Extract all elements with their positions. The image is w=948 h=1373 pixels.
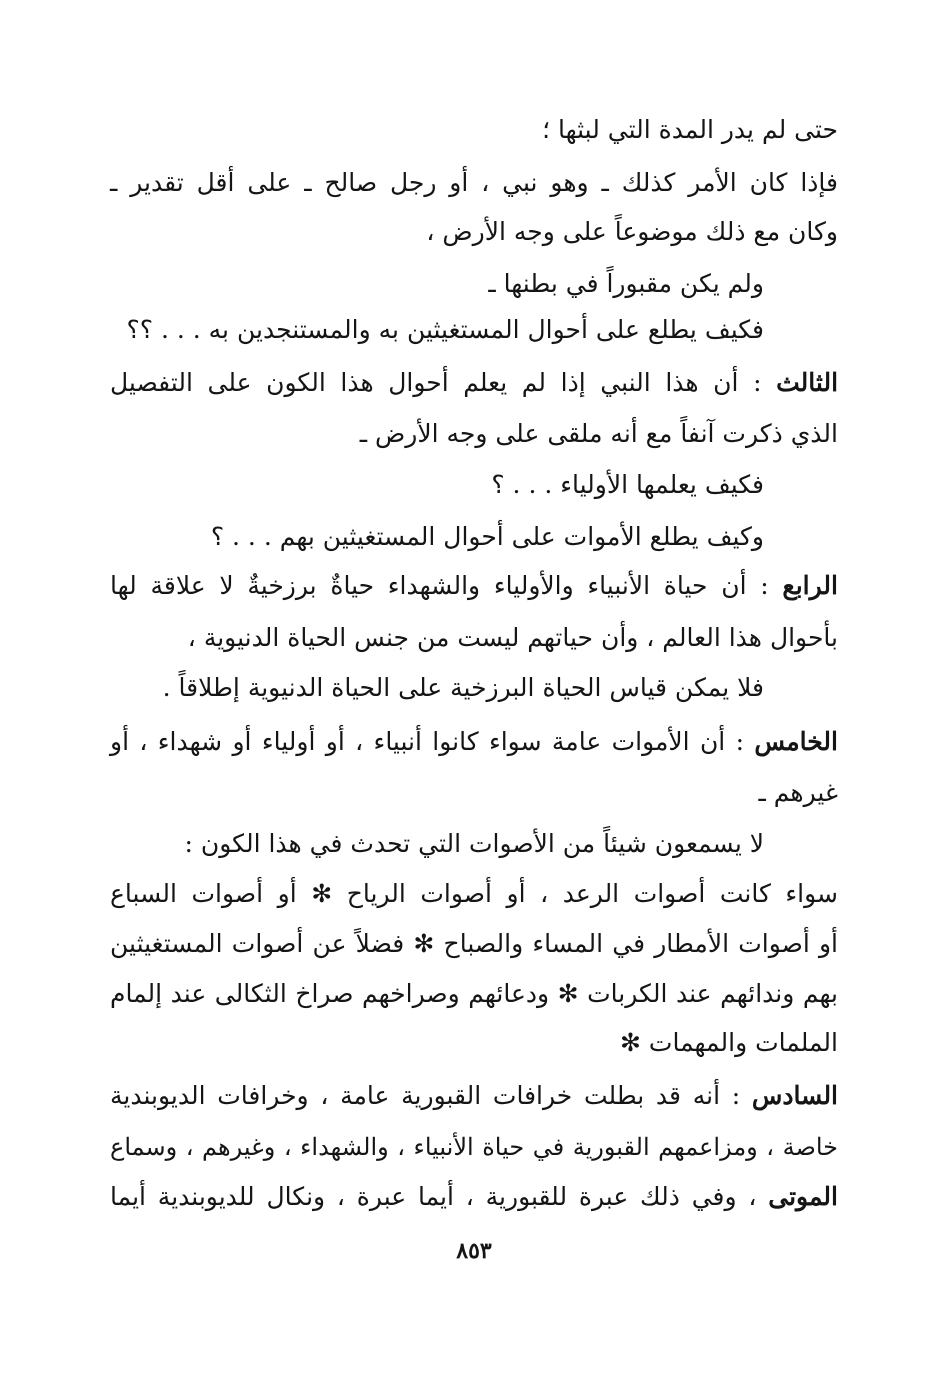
text-line	[110, 876, 838, 912]
line-text: وكان مع ذلك موضوعاً على وجه الأرض ،	[426, 217, 838, 246]
text-line	[163, 670, 764, 706]
page-number: ٨٥٣	[456, 1238, 492, 1264]
section-label: الخامس	[754, 727, 838, 756]
text-line	[620, 1025, 838, 1061]
line-text: سواء كانت أصوات الرعد ، أو أصوات الرياح ✻ أو أصوات السباع	[110, 879, 838, 908]
text-line	[426, 214, 838, 250]
text-line	[110, 165, 838, 201]
line-text: : أنه قد بطلت خرافات القبورية عامة ، وخرافات الديوبندية	[110, 1081, 741, 1110]
line-text: بأحوال هذا العالم ، وأن حياتهم ليست من جنس الحياة الدنيوية ،	[187, 623, 838, 652]
text-line	[188, 620, 838, 656]
text-line	[126, 312, 764, 348]
text-line	[758, 775, 838, 811]
line-text: فلا يمكن قياس الحياة البرزخية على الحياة الدنيوية إطلاقاً .	[162, 673, 764, 702]
line-text: فإذا كان الأمر كذلك ـ وهو نبي ، أو رجل صالح ـ على أقل تقدير ـ	[110, 168, 838, 197]
line-text: غيرهم ـ	[758, 778, 838, 807]
text-line	[110, 1179, 838, 1215]
line-text: الذي ذكرت آنفاً مع أنه ملقى على وجه الأرض ـ	[359, 419, 838, 448]
text-line	[542, 112, 838, 148]
line-text: : أن هذا النبي إذا لم يعلم أحوال هذا الكون على التفصيل	[110, 368, 762, 397]
section-label: السادس	[751, 1081, 839, 1110]
text-line	[211, 519, 764, 555]
section-label: الرابع	[782, 571, 838, 600]
section-label: الثالث	[776, 368, 839, 397]
line-text: وكيف يطلع الأموات على أحوال المستغيثين بهم . . . ؟	[210, 522, 764, 551]
text-line	[110, 1129, 838, 1165]
text-line	[491, 467, 764, 503]
line-text: فكيف يطلع على أحوال المستغيثين به والمستنجدين به . . . ؟؟	[126, 315, 764, 344]
line-text: أو أصوات الأمطار في المساء والصباح ✻ فضلاً عن أصوات المستغيثين	[110, 929, 838, 958]
section-label: الموتى	[768, 1182, 838, 1211]
text-line	[110, 724, 838, 760]
line-text: : أن حياة الأنبياء والأولياء والشهداء حياةٌ برزخيةٌ لا علاقة لها	[110, 571, 769, 600]
line-text: الملمات والمهمات ✻	[620, 1028, 838, 1057]
line-text: فكيف يعلمها الأولياء . . . ؟	[491, 470, 764, 499]
line-text: خاصة ، ومزاعمهم القبورية في حياة الأنبياء ، والشهداء ، وغيرهم ، وسماع	[110, 1133, 838, 1161]
line-text: لا يسمعون شيئاً من الأصوات التي تحدث في هذا الكون :	[184, 829, 764, 858]
line-text: بهم وندائهم عند الكربات ✻ ودعائهم وصراخهم صراخ الثكالى عند إلمام	[110, 979, 838, 1008]
text-line	[488, 266, 764, 302]
text-line	[110, 568, 838, 604]
text-line	[110, 926, 838, 962]
text-line	[185, 826, 764, 862]
line-text: ولم يكن مقبوراً في بطنها ـ	[488, 269, 764, 298]
text-line	[360, 416, 838, 452]
text-line	[110, 1078, 838, 1114]
line-text: ، وفي ذلك عبرة للقبورية ، أيما عبرة ، ونكال للديوبندية أيما	[110, 1182, 757, 1211]
line-text: حتى لم يدر المدة التي لبثها ؛	[542, 115, 838, 144]
text-line	[110, 365, 838, 401]
text-line	[110, 976, 838, 1012]
line-text: : أن الأموات عامة سواء كانوا أنبياء ، أو أولياء أو شهداء ، أو	[110, 727, 745, 756]
